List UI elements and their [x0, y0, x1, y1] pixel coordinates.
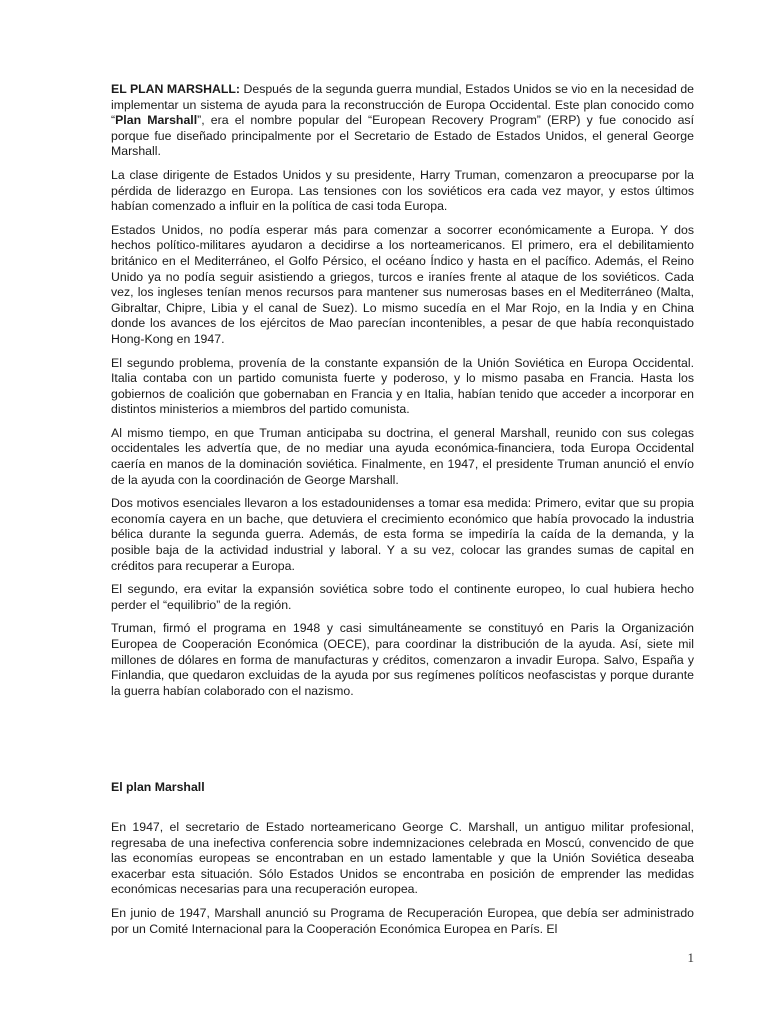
paragraph-5: Al mismo tiempo, en que Truman anticipaba su doctrina, el general Marshall, reunido con sus colegas occidentales les advertía que, de no mediar una ayuda económica-financiera, toda Europa Occidental caería en manos de la dominación soviética. Finalmente, en 1947, el presidente Truman anunció el envío de la ayuda con la coordinación de George Marshall.	[111, 425, 694, 487]
intro-text-a: Después de la segunda guerra mundial, Estados Unidos se vio en la necesidad de implementar un sistema de ayuda para la reconstrucción de Europa Occidental. Este plan conocido como “	[111, 82, 694, 128]
section2-paragraph-1: En 1947, el secretario de Estado norteamericano George C. Marshall, un antiguo militar profesional, regresaba de una inefectiva conferencia sobre indemnizaciones celebrada en Moscú, convencido de que las economías europeas se encontraban en un estado lamentable y que la Unión Soviética deseaba exacerbar esta situación. Sólo Estados Unidos se encontraba en posición de emprender las medidas económicas necesarias para una recuperación europea.	[111, 820, 694, 897]
paragraph-6: Dos motivos esenciales llevaron a los estadounidenses a tomar esa medida: Primero, evitar que su propia economía cayera en un bache, que detuviera el crecimiento económico que había provocado la industria bélica durante la segunda guerra. Además, de esta forma se impediría la caída de la demanda, y la posible baja de la actividad industrial y laboral. Y a su vez, colocar las grandes sumas de capital en créditos para recuperar a Europa.	[111, 496, 694, 573]
page-number: 1	[687, 950, 694, 965]
intro-text-c: ”, era el nombre popular del “European Recovery Program” (ERP) y fue conocido así porque fue diseñado principalmente por el Secretario de Estado de Estados Unidos, el general George Marshall.	[111, 113, 694, 159]
paragraph-3: Estados Unidos, no podía esperar más para comenzar a socorrer económicamente a Europa. Y dos hechos político-militares ayudaron a decidirse a los norteamericanos. El primero, era el debilitamiento británico en el Mediterráneo, el Golfo Pérsico, el océano Índico y hasta en el pacífico. Además, el Reino Unido ya no podía seguir asistiendo a griegos, turcos e iraníes frente al ataque de los soviéticos. Cada vez, los ingleses tenían menos recursos para mantener sus numerosas bases en el Mediterráneo (Malta, Gibraltar, Chipre, Libia y el canal de Suez). Lo mismo sucedía en el Mar Rojo, en la India y en China donde los avances de los ejércitos de Mao parecían incontenibles, a pesar de que había reconquistado Hong-Kong en 1947.	[111, 222, 694, 346]
section2-paragraph-2: En junio de 1947, Marshall anunció su Programa de Recuperación Europea, que debía ser administrado por un Comité Internacional para la Cooperación Económica Europea en París. El	[111, 905, 694, 936]
paragraph-8: Truman, firmó el programa en 1948 y casi simultáneamente se constituyó en Paris la Organización Europea de Cooperación Económica (OECE), para coordinar la distribución de la ayuda. Así, siete mil millones de dólares en forma de manufacturas y créditos, comenzaron a invadir Europa. Salvo, España y Finlandia, que quedaron excluidas de la ayuda por sus regímenes políticos neofascistas y porque durante la guerra habían colaborado con el nazismo.	[111, 621, 694, 698]
second-section-body	[111, 820, 694, 945]
paragraph-7: El segundo, era evitar la expansión soviética sobre todo el continente europeo, lo cual hubiera hecho perder el “equilibrio” de la región.	[111, 582, 694, 612]
paragraph-intro	[111, 82, 694, 160]
intro-plan-name: Plan Marshall	[115, 113, 198, 128]
section-heading: El plan Marshall	[111, 780, 205, 794]
main-body	[111, 82, 694, 707]
paragraph-2: La clase dirigente de Estados Unidos y su presidente, Harry Truman, comenzaron a preocuparse por la pérdida de liderazgo en Europa. Las tensiones con los soviéticos era cada vez mayor, y estos últimos habían comenzado a influir en la política de casi toda Europa.	[111, 167, 694, 214]
intro-lead: EL PLAN MARSHALL:	[111, 82, 240, 96]
paragraph-4: El segundo problema, provenía de la constante expansión de la Unión Soviética en Europa Occidental. Italia contaba con un partido comunista fuerte y poderoso, y lo mismo pasaba en Francia. Hasta los gobiernos de coalición que gobernaban en Francia y en Italia, habían tenido que acceder a incorporar en distintos ministerios a miembros del partido comunista.	[111, 355, 694, 417]
